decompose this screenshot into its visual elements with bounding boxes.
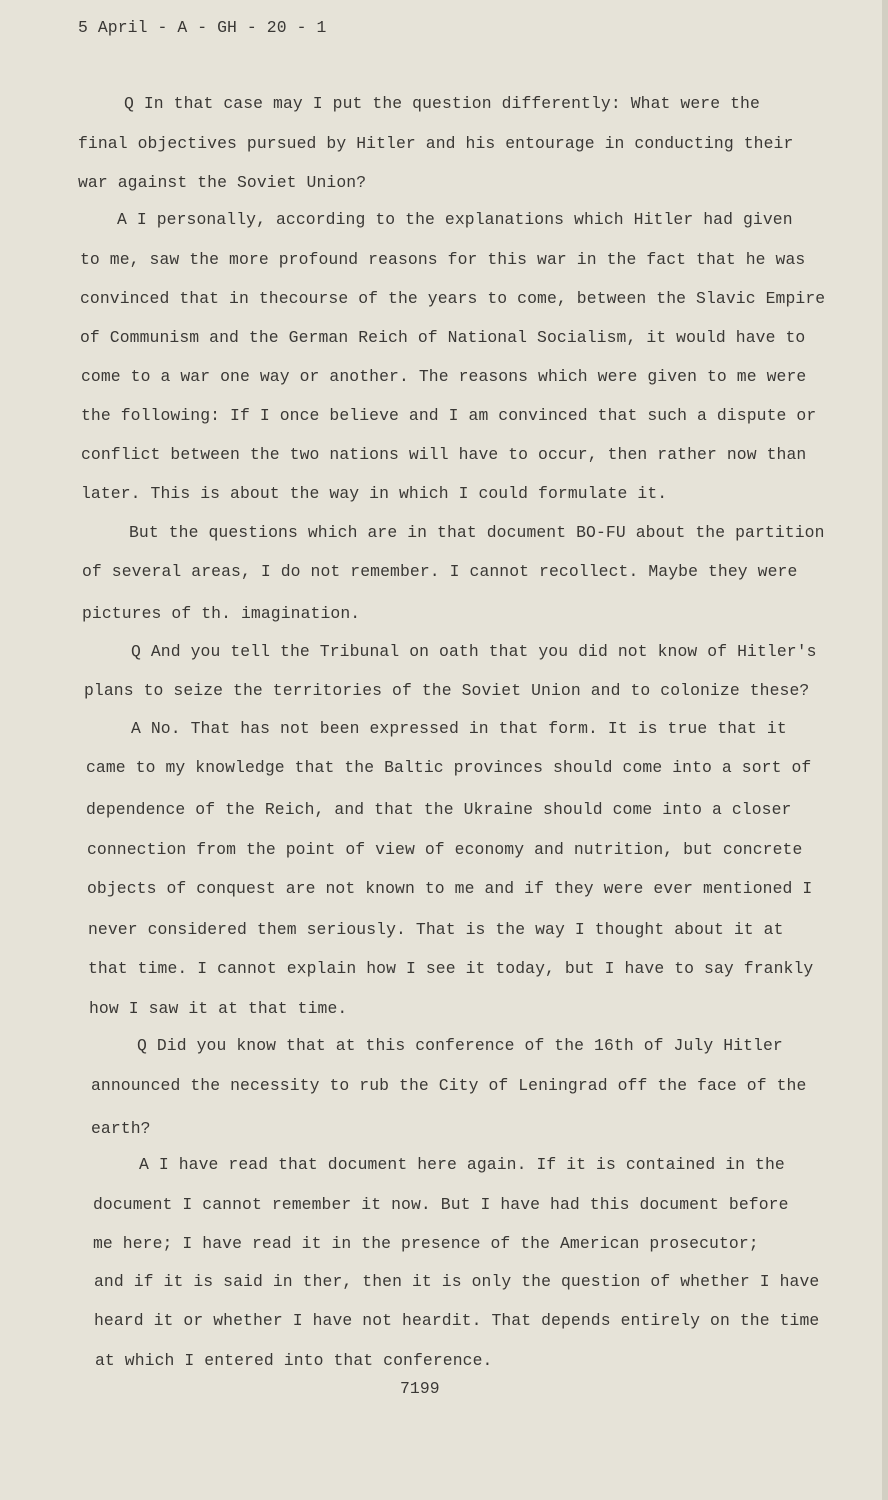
text-line: A I have read that document here again. If it is contained in the [139,1155,785,1174]
text-line: of Communism and the German Reich of National Socialism, it would have to [80,328,806,347]
text-line: and if it is said in ther, then it is only the question of whether I have [94,1272,820,1291]
text-line: objects of conquest are not known to me and if they were ever mentioned I [87,879,813,898]
text-line: me here; I have read it in the presence of the American prosecutor; [93,1234,759,1253]
text-line: dependence of the Reich, and that the Ukraine should come into a closer [86,800,792,819]
text-line: But the questions which are in that document BO-FU about the partition [129,523,825,542]
text-line: Q And you tell the Tribunal on oath that you did not know of Hitler's [131,642,817,661]
text-line: document I cannot remember it now. But I have had this document before [93,1195,789,1214]
text-line: the following: If I once believe and I am convinced that such a dispute or [81,406,817,425]
text-line: Q In that case may I put the question differently: What were the [124,94,760,113]
text-line: how I saw it at that time. [89,999,348,1018]
text-line: connection from the point of view of economy and nutrition, but concrete [87,840,803,859]
text-line: convinced that in thecourse of the years to come, between the Slavic Empire [80,289,826,308]
page-number: 7199 [400,1379,440,1398]
text-line: came to my knowledge that the Baltic provinces should come into a sort of [86,758,812,777]
text-line: come to a war one way or another. The reasons which were given to me were [81,367,807,386]
text-line: that time. I cannot explain how I see it today, but I have to say frankly [88,959,814,978]
text-line: later. This is about the way in which I could formulate it. [81,484,668,503]
text-line: conflict between the two nations will have to occur, then rather now than [81,445,807,464]
text-line: Q Did you know that at this conference of the 16th of July Hitler [137,1036,783,1055]
text-line: A No. That has not been expressed in that form. It is true that it [131,719,787,738]
page-header: 5 April - A - GH - 20 - 1 [78,18,327,37]
text-line: announced the necessity to rub the City of Leningrad off the face of the [91,1076,807,1095]
text-line: final objectives pursued by Hitler and his entourage in conducting their [78,134,794,153]
text-line: at which I entered into that conference. [95,1351,493,1370]
text-line: of several areas, I do not remember. I cannot recollect. Maybe they were [82,562,798,581]
text-line: war against the Soviet Union? [78,173,367,192]
text-line: never considered them seriously. That is the way I thought about it at [88,920,784,939]
text-line: heard it or whether I have not heardit. That depends entirely on the time [94,1311,820,1330]
text-line: to me, saw the more profound reasons for this war in the fact that he was [80,250,806,269]
text-line: plans to seize the territories of the Soviet Union and to colonize these? [84,681,810,700]
text-line: pictures of th. imagination. [82,604,361,623]
text-line: A I personally, according to the explanations which Hitler had given [117,210,793,229]
text-line: earth? [91,1119,151,1138]
